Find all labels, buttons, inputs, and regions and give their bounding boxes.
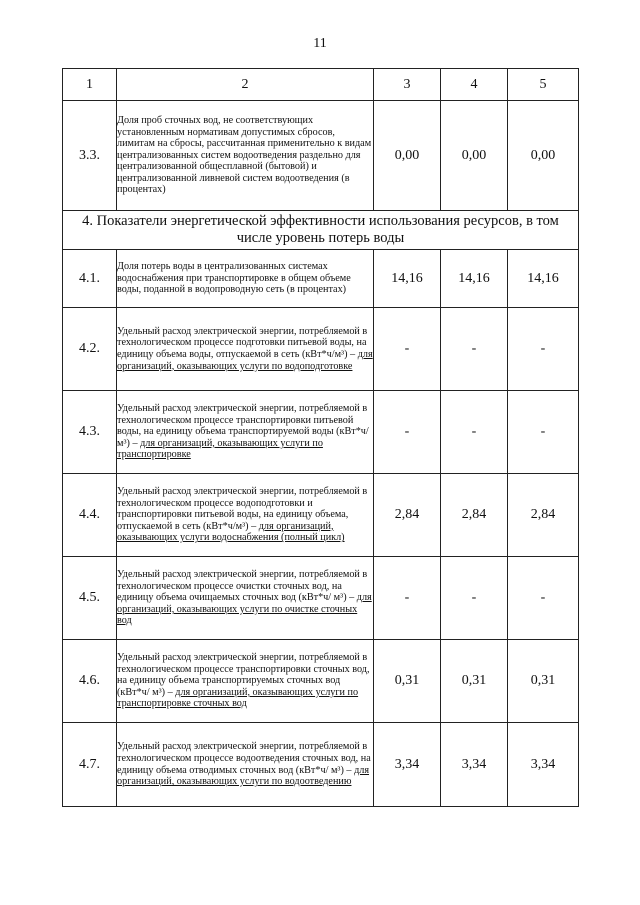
row-value-5: - — [508, 557, 579, 640]
row-description — [117, 723, 374, 807]
row-description-underlined: для организаций, оказывающих услуги по очистке сточных вод — [117, 592, 372, 627]
row-number: 4.1. — [63, 250, 117, 308]
header-col-1: 1 — [63, 69, 117, 101]
row-number: 4.2. — [63, 308, 117, 391]
header-col-5: 5 — [508, 69, 579, 101]
row-value-5: 2,84 — [508, 474, 579, 557]
row-value-4: 0,31 — [441, 640, 508, 723]
row-value-3: 0,31 — [374, 640, 441, 723]
row-value-5: 0,00 — [508, 101, 579, 211]
table-row — [63, 557, 579, 640]
row-description — [117, 250, 374, 308]
row-value-4: 0,00 — [441, 101, 508, 211]
row-value-5: - — [508, 308, 579, 391]
header-col-2: 2 — [117, 69, 374, 101]
row-value-4: - — [441, 557, 508, 640]
row-value-4: 2,84 — [441, 474, 508, 557]
row-value-4: 3,34 — [441, 723, 508, 807]
row-description-text: Доля проб сточных вод, не соответствующих установленным нормативам допустимых сбросов, лимитам на сбросы, рассчитанная применительно к видам централизованных систем водоотведения раздельно для централизованной общесплавной (бытовой) и централизованной ливневой систем водоотведения (в процентах) — [117, 114, 372, 196]
row-description-underlined: для организаций, оказывающих услуги по водоотведению — [117, 764, 370, 788]
row-value-3: 2,84 — [374, 474, 441, 557]
header-col-4: 4 — [441, 69, 508, 101]
row-description — [117, 391, 374, 474]
row-value-3: 0,00 — [374, 101, 441, 211]
row-description — [117, 640, 374, 723]
row-description-text: Удельный расход электрической энергии, потребляемой в технологическом процессе очистки сточных вод, на единицу объема очищаемых сточных вод (кВт*ч/ м³) – — [117, 569, 368, 604]
row-value-3: - — [374, 391, 441, 474]
row-value-4: 14,16 — [441, 250, 508, 308]
row-description-text: Доля потерь воды в централизованных системах водоснабжения при транспортировке в общем объеме воды, поданной в водопроводную сеть (в процентах) — [117, 261, 351, 296]
row-description — [117, 474, 374, 557]
table-row — [63, 391, 579, 474]
row-description-text: Удельный расход электрической энергии, потребляемой в технологическом процессе транспортировки сточных вод, на единицу объема транспортируемых сточных вод (кВт*ч/ м³) – — [117, 652, 370, 698]
row-description-text: Удельный расход электрической энергии, потребляемой в технологическом процессе транспортировки питьевой воды, на единицу объема транспортируемой воды (кВт*ч/м³) – — [117, 403, 369, 449]
row-value-5: - — [508, 391, 579, 474]
row-value-3: - — [374, 557, 441, 640]
row-description — [117, 308, 374, 391]
row-number: 4.7. — [63, 723, 117, 807]
row-number: 4.4. — [63, 474, 117, 557]
row-value-3: - — [374, 308, 441, 391]
table-row — [63, 474, 579, 557]
page-number: 11 — [313, 36, 327, 51]
table-row — [63, 308, 579, 391]
row-description-text: Удельный расход электрической энергии, потребляемой в технологическом процессе водоотведения сточных вод, на единицу объема отводимых сточных вод (кВт*ч/ м³) – — [117, 741, 371, 776]
row-description-underlined: для организаций, оказывающих услуги по транспортировке — [117, 437, 323, 461]
table-row — [63, 723, 579, 807]
row-description-text: Удельный расход электрической энергии, потребляемой в технологическом процессе водоподготовки и транспортировки питьевой воды, на единицу объема, отпускаемой в сеть (кВт*ч/м³) – — [117, 486, 368, 532]
row-number: 4.5. — [63, 557, 117, 640]
table-row — [63, 640, 579, 723]
row-description-underlined: для организаций, оказывающих услуги водоснабжения (полный цикл) — [117, 520, 345, 544]
indicators-table — [62, 68, 579, 807]
row-description-underlined: для организаций, оказывающих услуги по транспортировке сточных вод — [117, 686, 359, 710]
row-value-3: 3,34 — [374, 723, 441, 807]
row-description-underlined: для организаций, оказывающих услуги по водоподготовке — [117, 349, 373, 372]
row-number: 4.3. — [63, 391, 117, 474]
row-number: 3.3. — [63, 101, 117, 211]
section-header-row — [63, 211, 579, 250]
row-value-4: - — [441, 391, 508, 474]
table-header-row — [63, 69, 579, 101]
row-description-text: Удельный расход электрической энергии, потребляемой в технологическом процессе подготовки питьевой воды, на единицу объема воды, отпускаемой в сеть (кВт*ч/м³) – — [117, 325, 368, 360]
section-title: 4. Показатели энергетической эффективности использования ресурсов, в том числе уровень потерь воды — [63, 211, 579, 250]
row-value-5: 14,16 — [508, 250, 579, 308]
table-row — [63, 250, 579, 308]
row-number: 4.6. — [63, 640, 117, 723]
row-value-3: 14,16 — [374, 250, 441, 308]
row-description — [117, 557, 374, 640]
table-row — [63, 101, 579, 211]
row-value-5: 3,34 — [508, 723, 579, 807]
row-description — [117, 101, 374, 211]
header-col-3: 3 — [374, 69, 441, 101]
row-value-4: - — [441, 308, 508, 391]
row-value-5: 0,31 — [508, 640, 579, 723]
